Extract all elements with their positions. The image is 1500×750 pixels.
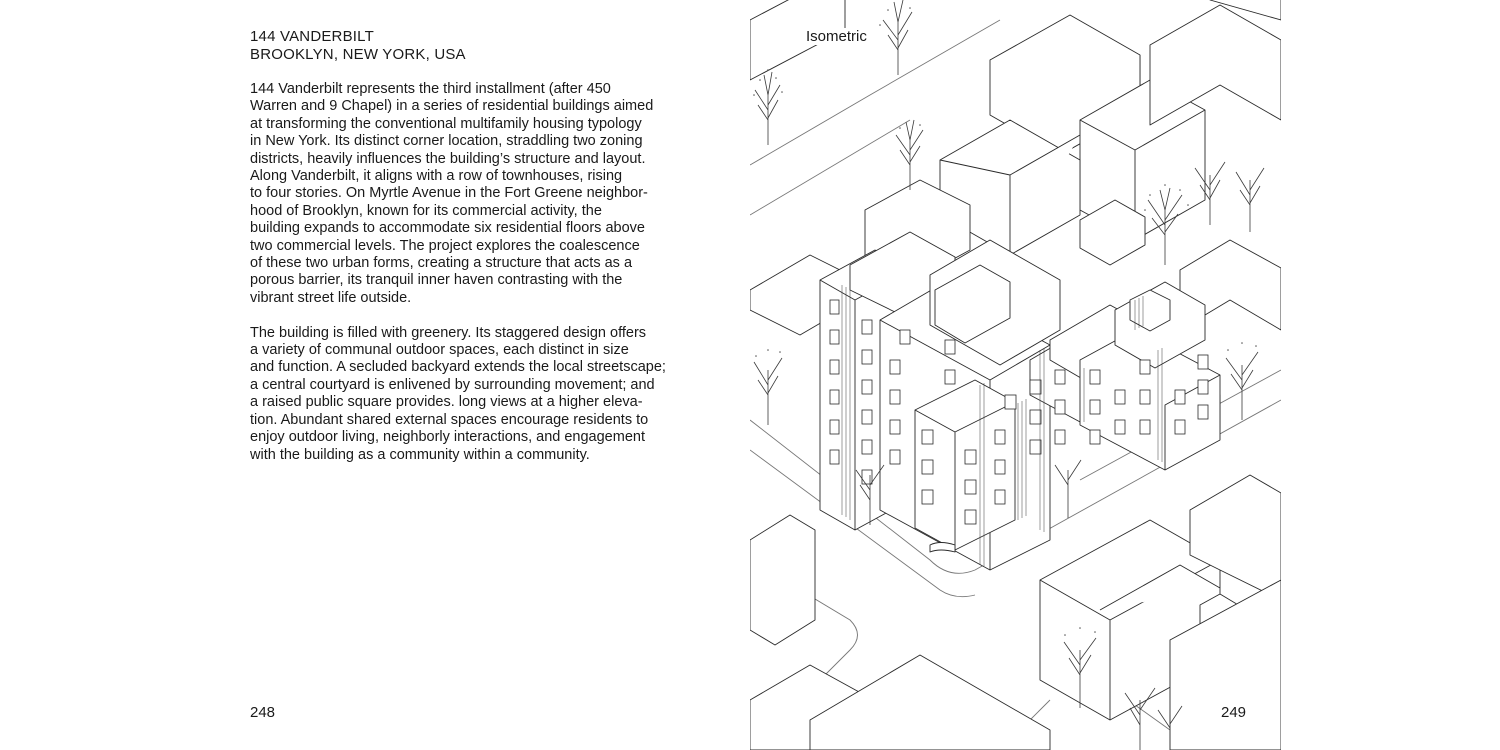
tree (1226, 342, 1258, 420)
text-line: and function. A secluded backyard extends the local streetscape; (250, 359, 666, 376)
text-line: to four stories. On Myrtle Avenue in the Fort Greene neighbor- (250, 185, 648, 202)
text-line: a raised public square provides. long views at a higher eleva- (250, 394, 643, 411)
text-line: 144 Vanderbilt represents the third installment (after 450 (250, 81, 611, 97)
page-number-left: 248 (250, 704, 276, 721)
text-line: a central courtyard is enlivened by surrounding movement; and (250, 376, 655, 393)
body-text (250, 81, 705, 481)
page-number-right: 249 (1221, 704, 1247, 721)
text-line: The building is filled with greenery. Its staggered design offers (250, 324, 647, 341)
paragraph-2 (250, 325, 705, 464)
project-title-name: 144 VANDERBILT (250, 28, 374, 45)
tree (879, 0, 912, 75)
drawing-label: Isometric (806, 28, 867, 45)
paragraph-1 (250, 81, 705, 307)
isometric-drawing (750, 0, 1281, 750)
text-line: Along Vanderbilt, it aligns with a row of townhouses, rising (250, 168, 623, 185)
project-title-location: BROOKLYN, NEW YORK, USA (250, 45, 466, 63)
text-line: enjoy outdoor living, neighborly interactions, and engagement (250, 429, 645, 446)
text-line: a variety of communal outdoor spaces, each distinct in size (250, 342, 629, 359)
text-line: districts, heavily influences the building’s structure and layout. (250, 150, 646, 167)
text-line: of these two urban forms, creating a structure that acts as a (250, 255, 633, 272)
text-line: tion. Abundant shared external spaces encourage residents to (250, 411, 649, 428)
tree (753, 69, 783, 145)
text-line: two commercial levels. The project explores the coalescence (250, 237, 640, 254)
text-line: porous barrier, its tranquil inner haven contrasting with the (250, 272, 623, 289)
text-line: at transforming the conventional multifamily housing typology (250, 115, 642, 132)
text-line: with the building as a community within a community. (250, 446, 590, 463)
text-line: Warren and 9 Chapel) in a series of residential buildings aimed (250, 98, 654, 115)
text-line: building expands to accommodate six residential floors above (250, 220, 645, 237)
tree (896, 120, 923, 190)
text-line: in New York. Its distinct corner location, straddling two zoning (250, 133, 643, 150)
right-page (750, 0, 1281, 750)
text-line: vibrant street life outside. (250, 289, 412, 306)
project-title (250, 28, 466, 63)
main-building (820, 232, 1220, 570)
tree (754, 349, 782, 425)
text-line: hood of Brooklyn, known for its commercial activity, the (250, 202, 602, 219)
